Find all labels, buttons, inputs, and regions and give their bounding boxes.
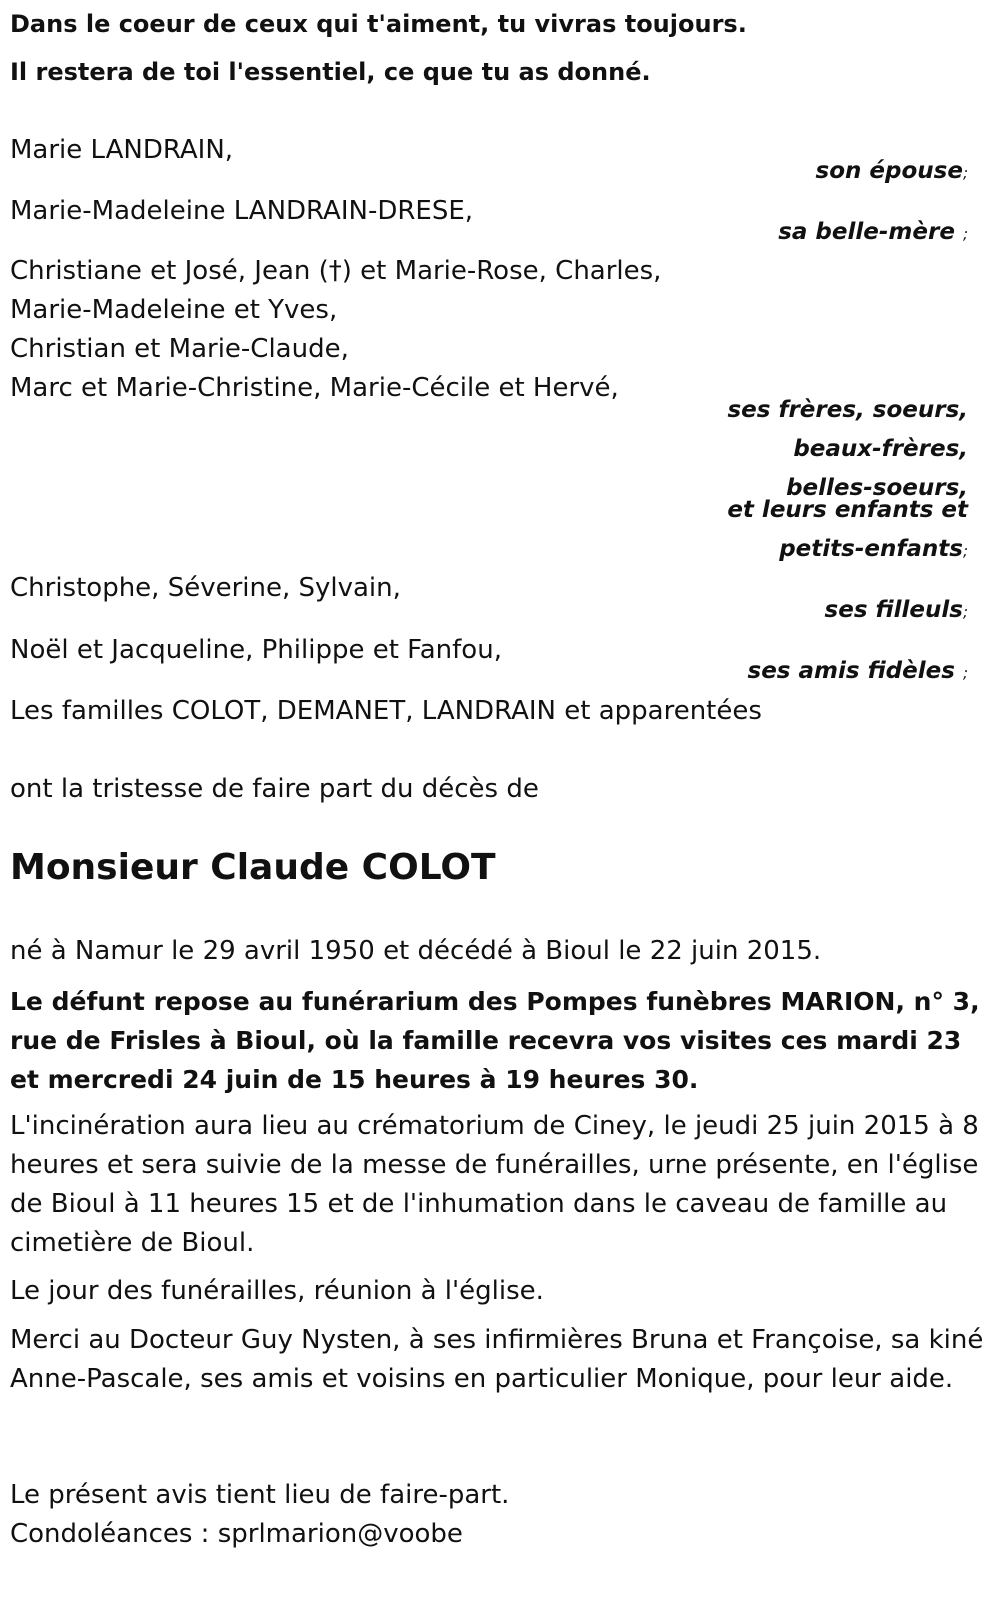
epigraph-line-2: Il restera de toi l'essentiel, ce que tu as donné. [10,58,651,86]
friends-role: ses amis fidèles ; [747,658,968,684]
birth-death: né à Namur le 29 avril 1950 et décédé à Bioul le 22 juin 2015. [10,936,822,966]
mother-in-law-role: sa belle-mère ; [778,219,968,245]
siblings-role-line: ses frères, soeurs, [727,397,968,423]
siblings-line: Marie-Madeleine et Yves, [10,295,338,325]
godchildren-name: Christophe, Séverine, Sylvain, [10,573,401,603]
siblings-line: Marc et Marie-Christine, Marie-Cécile et Hervé, [10,373,619,403]
siblings-line: Christian et Marie-Claude, [10,334,349,364]
siblings-role-last: petits-enfants; [779,536,968,562]
thanks: Merci au Docteur Guy Nysten, à ses infirmières Bruna et Françoise, sa kiné Anne-Pascale, ses amis et voisins en particulier Monique, pour leur aide. [10,1325,984,1394]
siblings-line: Christiane et José, Jean (†) et Marie-Rose, Charles, [10,256,662,286]
mother-in-law-name: Marie-Madeleine LANDRAIN-DRESE, [10,196,474,226]
epigraph-line-1: Dans le coeur de ceux qui t'aiment, tu vivras toujours. [10,10,747,38]
families-line: Les familles COLOT, DEMANET, LANDRAIN et apparentées [10,696,762,726]
siblings-role-line: belles-soeurs, [786,475,968,501]
cremation: L'incinération aura lieu au crématorium de Ciney, le jeudi 25 juin 2015 à 8 heures et sera suivie de la messe de funérailles, urne présente, en l'église de Bioul à 11 heures 15 et de l'inhumation dans le caveau de famille au cimetière de Bioul. [10,1111,979,1258]
meeting: Le jour des funérailles, réunion à l'église. [10,1276,544,1306]
siblings-role-line: et leurs enfants et [727,497,968,523]
spouse-name: Marie LANDRAIN, [10,135,234,165]
godchildren-role: ses filleuls; [824,597,968,623]
announcement: ont la tristesse de faire part du décès de [10,774,539,804]
notice: Le présent avis tient lieu de faire-part. [10,1480,510,1510]
spouse-role: son épouse; [815,158,968,184]
siblings-role-line: beaux-frères, [793,436,968,462]
condolences: Condoléances : sprlmarion@voobe [10,1519,463,1549]
deceased-name: Monsieur Claude COLOT [10,847,496,888]
visitation: Le défunt repose au funérarium des Pompes funèbres MARION, n° 3, rue de Frisles à Bioul, où la famille recevra vos visites ces mardi 23 et mercredi 24 juin de 15 heures à 19 heures 30. [10,987,980,1094]
friends-name: Noël et Jacqueline, Philippe et Fanfou, [10,635,502,665]
